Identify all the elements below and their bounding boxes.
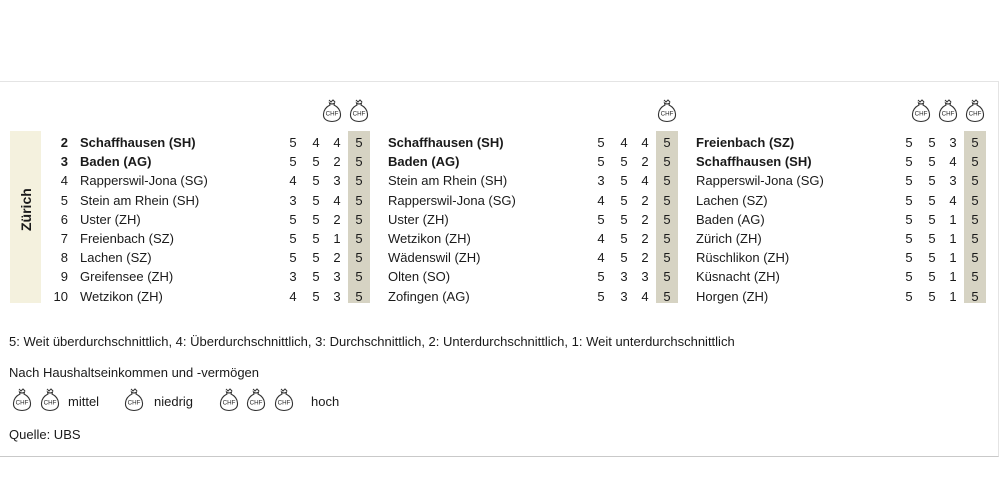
score-cell: 2 <box>641 250 649 266</box>
score-cell: 2 <box>641 211 649 227</box>
score-cell: 5 <box>928 250 936 266</box>
total-score-cell: 5 <box>971 288 979 304</box>
score-cell: 2 <box>333 154 341 170</box>
total-score-cell: 5 <box>663 231 671 246</box>
score-cell: 5 <box>928 288 936 304</box>
score-cell: 3 <box>641 269 649 285</box>
score-cell: 5 <box>928 211 936 227</box>
score-cell: 5 <box>312 211 320 227</box>
income-legend-mittel: mittel <box>68 394 100 409</box>
town-name: Horgen (ZH) <box>696 288 769 304</box>
town-name: Baden (AG) <box>388 154 460 170</box>
score-cell: 1 <box>949 211 957 227</box>
total-score-cell: 5 <box>663 288 671 304</box>
score-cell: 5 <box>928 173 936 189</box>
score-cell: 5 <box>905 173 913 189</box>
chf-bag-icon <box>964 98 986 124</box>
score-cell: 5 <box>289 211 297 227</box>
chf-bag-icon <box>937 98 959 124</box>
town-name: Baden (AG) <box>80 154 152 170</box>
town-name: Wetzikon (ZH) <box>388 231 471 246</box>
total-score-cell: 5 <box>971 192 979 208</box>
score-cell: 1 <box>949 250 957 266</box>
total-score-cell: 5 <box>355 288 363 304</box>
total-score-cell: 5 <box>355 269 363 285</box>
score-cell: 1 <box>949 288 957 304</box>
total-score-cell: 5 <box>971 231 979 246</box>
score-cell: 5 <box>289 231 297 246</box>
svg-text:CHF: CHF <box>15 399 29 407</box>
svg-text:CHF: CHF <box>914 110 928 118</box>
svg-text:CHF: CHF <box>127 399 141 407</box>
total-score-cell: 5 <box>355 250 363 266</box>
score-cell: 5 <box>597 269 605 285</box>
score-cell: 3 <box>620 269 628 285</box>
score-cell: 4 <box>597 192 605 208</box>
town-name: Stein am Rhein (SH) <box>80 192 200 208</box>
source-note: Quelle: UBS <box>9 427 81 442</box>
total-score-cell: 5 <box>971 211 979 227</box>
town-name: Lachen (SZ) <box>696 192 768 208</box>
score-cell: 3 <box>289 269 297 285</box>
total-score-cell: 5 <box>663 173 671 189</box>
score-cell: 2 <box>641 192 649 208</box>
score-cell: 2 <box>333 211 341 227</box>
score-cell: 4 <box>641 135 649 150</box>
score-cell: 5 <box>289 154 297 170</box>
score-cell: 5 <box>620 173 628 189</box>
rank-number: 10 <box>53 288 68 304</box>
town-name: Baden (AG) <box>696 211 765 227</box>
score-cell: 5 <box>597 211 605 227</box>
svg-text:CHF: CHF <box>660 110 674 118</box>
score-cell: 2 <box>641 154 649 170</box>
town-name: Küsnacht (ZH) <box>696 269 780 285</box>
score-cell: 3 <box>333 173 341 189</box>
score-cell: 5 <box>928 154 936 170</box>
svg-text:CHF: CHF <box>325 110 339 118</box>
score-cell: 5 <box>597 135 605 150</box>
total-score-cell: 5 <box>355 231 363 246</box>
chf-bag-icon <box>910 98 932 124</box>
score-cell: 4 <box>597 231 605 246</box>
rank-number: 2 <box>60 135 68 150</box>
score-cell: 3 <box>289 192 297 208</box>
total-score-cell: 5 <box>663 192 671 208</box>
score-cell: 5 <box>312 154 320 170</box>
score-cell: 5 <box>928 231 936 246</box>
score-cell: 3 <box>333 288 341 304</box>
scale-legend: 5: Weit überdurchschnittlich, 4: Überdurchschnittlich, 3: Durchschnittlich, 2: Unterdurchschnittlich, 1: Weit unterdurchschnittlich <box>9 334 735 349</box>
total-score-cell: 5 <box>355 192 363 208</box>
score-cell: 5 <box>289 135 297 150</box>
town-name: Stein am Rhein (SH) <box>388 173 508 189</box>
score-cell: 4 <box>949 192 957 208</box>
town-name: Rapperswil-Jona (SG) <box>696 173 824 189</box>
chf-bag-icon <box>245 387 267 413</box>
town-name: Schaffhausen (SH) <box>388 135 504 150</box>
score-cell: 5 <box>905 288 913 304</box>
score-cell: 5 <box>289 250 297 266</box>
total-score-cell: 5 <box>355 154 363 170</box>
rank-number: 6 <box>60 211 68 227</box>
score-cell: 4 <box>333 192 341 208</box>
svg-text:CHF: CHF <box>222 399 236 407</box>
score-cell: 3 <box>597 173 605 189</box>
town-name: Wetzikon (ZH) <box>80 288 163 304</box>
rank-number: 9 <box>60 269 68 285</box>
total-score-cell: 5 <box>663 154 671 170</box>
score-cell: 4 <box>597 250 605 266</box>
score-cell: 5 <box>928 135 936 150</box>
total-score-cell: 5 <box>971 250 979 266</box>
town-name: Zofingen (AG) <box>388 288 470 304</box>
chf-bag-icon <box>218 387 240 413</box>
score-cell: 5 <box>928 269 936 285</box>
score-cell: 4 <box>641 288 649 304</box>
town-name: Olten (SO) <box>388 269 451 285</box>
score-cell: 4 <box>289 173 297 189</box>
score-cell: 4 <box>620 135 628 150</box>
score-cell: 4 <box>289 288 297 304</box>
chf-bag-icon <box>656 98 678 124</box>
score-cell: 3 <box>620 288 628 304</box>
score-cell: 5 <box>620 250 628 266</box>
chf-bag-icon <box>321 98 343 124</box>
score-cell: 4 <box>949 154 957 170</box>
income-legend-hoch: hoch <box>311 394 340 409</box>
score-cell: 5 <box>905 135 913 150</box>
town-name: Rapperswil-Jona (SG) <box>388 192 516 208</box>
score-cell: 5 <box>312 250 320 266</box>
chf-bag-icon <box>273 387 295 413</box>
score-cell: 3 <box>333 269 341 285</box>
total-score-cell: 5 <box>355 211 363 227</box>
score-cell: 5 <box>905 192 913 208</box>
score-cell: 1 <box>949 231 957 246</box>
score-cell: 5 <box>905 269 913 285</box>
town-name: Lachen (SZ) <box>80 250 152 266</box>
income-legend-heading: Nach Haushaltseinkommen und -vermögen <box>9 365 260 380</box>
chf-bag-icon <box>11 387 33 413</box>
score-cell: 2 <box>333 250 341 266</box>
total-score-cell: 5 <box>663 269 671 285</box>
chf-bag-icon <box>123 387 145 413</box>
total-score-cell: 5 <box>971 154 979 170</box>
svg-text:CHF: CHF <box>941 110 955 118</box>
score-cell: 3 <box>949 173 957 189</box>
score-cell: 5 <box>905 154 913 170</box>
score-cell: 5 <box>597 154 605 170</box>
svg-text:CHF: CHF <box>43 399 57 407</box>
score-cell: 1 <box>333 231 341 246</box>
town-name: Uster (ZH) <box>388 211 449 227</box>
score-cell: 5 <box>620 231 628 246</box>
region-label: Zürich <box>18 188 34 231</box>
total-score-cell: 5 <box>663 250 671 266</box>
chf-bag-icon <box>39 387 61 413</box>
score-cell: 5 <box>597 288 605 304</box>
town-name: Rapperswil-Jona (SG) <box>80 173 208 189</box>
score-cell: 5 <box>620 192 628 208</box>
score-cell: 5 <box>905 250 913 266</box>
rank-number: 7 <box>60 231 68 246</box>
score-cell: 4 <box>641 173 649 189</box>
score-cell: 4 <box>312 135 320 150</box>
total-score-cell: 5 <box>971 135 979 150</box>
town-name: Schaffhausen (SH) <box>80 135 196 150</box>
total-score-cell: 5 <box>355 173 363 189</box>
score-cell: 5 <box>312 269 320 285</box>
svg-text:CHF: CHF <box>249 399 263 407</box>
score-cell: 5 <box>928 192 936 208</box>
total-score-cell: 5 <box>663 135 671 150</box>
total-score-cell: 5 <box>971 269 979 285</box>
total-score-cell: 5 <box>663 211 671 227</box>
score-cell: 5 <box>312 173 320 189</box>
score-cell: 5 <box>905 211 913 227</box>
rank-number: 4 <box>60 173 68 189</box>
score-cell: 4 <box>333 135 341 150</box>
town-name: Greifensee (ZH) <box>80 269 174 285</box>
town-name: Wädenswil (ZH) <box>388 250 481 266</box>
town-name: Rüschlikon (ZH) <box>696 250 790 266</box>
score-cell: 5 <box>905 231 913 246</box>
svg-text:CHF: CHF <box>352 110 366 118</box>
svg-text:CHF: CHF <box>968 110 982 118</box>
score-cell: 2 <box>641 231 649 246</box>
score-cell: 5 <box>312 288 320 304</box>
town-name: Freienbach (SZ) <box>696 135 795 150</box>
town-name: Schaffhausen (SH) <box>696 154 812 170</box>
score-cell: 5 <box>312 192 320 208</box>
score-cell: 5 <box>620 211 628 227</box>
svg-text:CHF: CHF <box>277 399 291 407</box>
score-cell: 5 <box>620 154 628 170</box>
score-cell: 3 <box>949 135 957 150</box>
town-name: Zürich (ZH) <box>696 231 762 246</box>
rank-number: 5 <box>60 192 68 208</box>
total-score-cell: 5 <box>355 135 363 150</box>
score-cell: 1 <box>949 269 957 285</box>
income-legend-niedrig: niedrig <box>154 394 194 409</box>
rank-number: 8 <box>60 250 68 266</box>
total-score-cell: 5 <box>971 173 979 189</box>
rank-number: 3 <box>60 154 68 170</box>
chf-bag-icon <box>348 98 370 124</box>
town-name: Uster (ZH) <box>80 211 141 227</box>
town-name: Freienbach (SZ) <box>80 231 174 246</box>
score-cell: 5 <box>312 231 320 246</box>
